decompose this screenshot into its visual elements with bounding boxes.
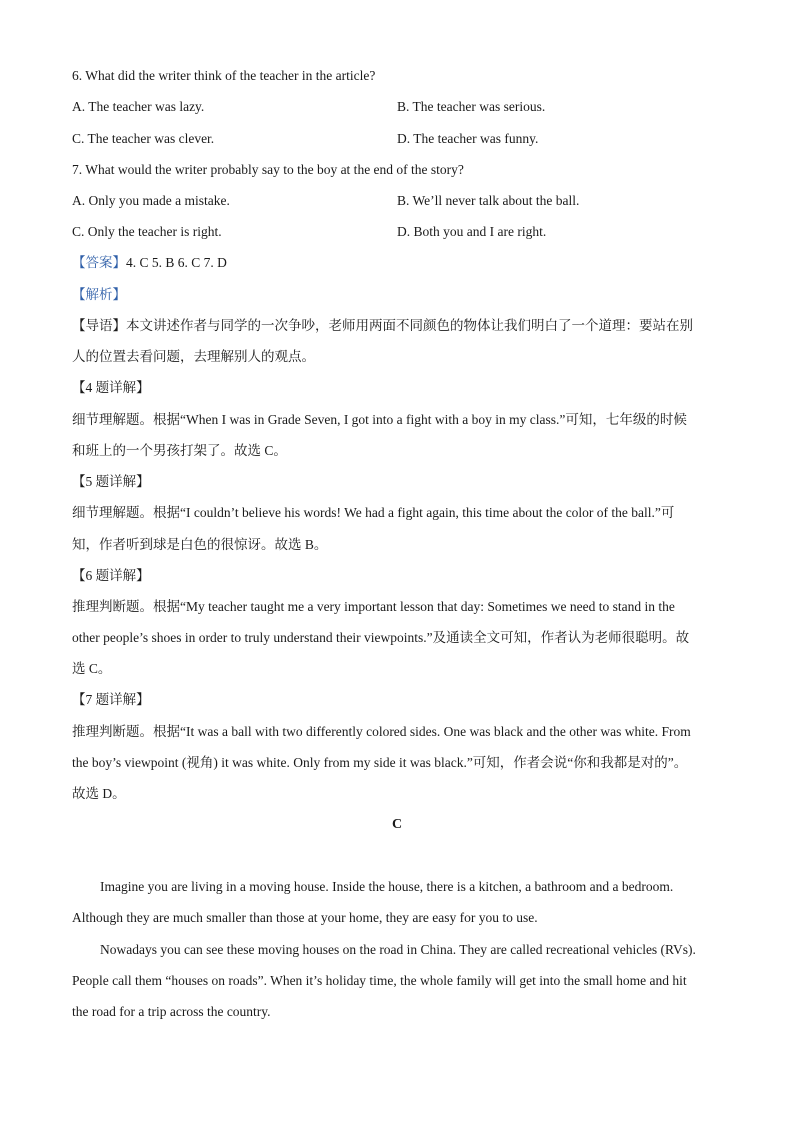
detail-5-line-2: 知，作者听到球是白色的很惊讶。故选 B。 xyxy=(72,537,328,552)
guide-label: 【导语】 xyxy=(72,318,126,333)
question-stem: 6. What did the writer think of the teacher in the article? xyxy=(72,68,376,83)
section-heading: C xyxy=(391,817,403,832)
guide-line-1 xyxy=(72,316,693,336)
detail-4-line-2: 和班上的一个男孩打架了。故选 C。 xyxy=(72,443,287,458)
detail-6-line-1: 推理判断题。根据“My teacher taught me a very important lesson that day: Sometimes we need to stand in the xyxy=(72,599,675,614)
detail-6-line-2: other people’s shoes in order to truly understand their viewpoints.”及通读全文可知，作者认为老师很聪明。故 xyxy=(72,630,690,645)
option-a: A. Only you made a mistake. xyxy=(72,193,230,208)
option-d: D. The teacher was funny. xyxy=(397,131,539,146)
option-b: B. We’ll never talk about the ball. xyxy=(397,193,580,208)
paragraph-2-line-2: People call them “houses on roads”. When it’s holiday time, the whole family will get into the small home and hit xyxy=(72,973,687,988)
option-b: B. The teacher was serious. xyxy=(397,99,546,114)
option-c: C. Only the teacher is right. xyxy=(72,224,222,239)
option-a: A. The teacher was lazy. xyxy=(72,99,205,114)
detail-5-line-1: 细节理解题。根据“I couldn’t believe his words! We had a fight again, this time about the color of the ball.”可 xyxy=(72,505,675,520)
analysis-label: 【解析】 xyxy=(72,287,126,302)
answer-line xyxy=(72,253,227,273)
detail-7-line-1: 推理判断题。根据“It was a ball with two differently colored sides. One was black and the other was white. From xyxy=(72,724,691,739)
detail-6-line-3: 选 C。 xyxy=(72,661,112,676)
paragraph-1-line-1: Imagine you are living in a moving house. Inside the house, there is a kitchen, a bathroom and a bedroom. xyxy=(100,879,674,894)
question-stem: 7. What would the writer probably say to the boy at the end of the story? xyxy=(72,162,464,177)
paragraph-2-line-3: the road for a trip across the country. xyxy=(72,1004,271,1019)
guide-text: 本文讲述作者与同学的一次争吵，老师用两面不同颜色的物体让我们明白了一个道理：要站在别 xyxy=(126,318,693,333)
detail-6-label: 【6 题详解】 xyxy=(72,568,150,583)
paragraph-1-line-2: Although they are much smaller than those at your home, they are easy for you to use. xyxy=(72,910,538,925)
option-d: D. Both you and I are right. xyxy=(397,224,547,239)
answer-text: 4. C 5. B 6. C 7. D xyxy=(126,255,227,270)
guide-line-2: 人的位置去看问题，去理解别人的观点。 xyxy=(72,349,315,364)
detail-4-label: 【4 题详解】 xyxy=(72,380,150,395)
detail-7-line-3: 故选 D。 xyxy=(72,786,126,801)
option-c: C. The teacher was clever. xyxy=(72,131,215,146)
detail-5-label: 【5 题详解】 xyxy=(72,474,150,489)
detail-7-label: 【7 题详解】 xyxy=(72,692,150,707)
answer-label: 【答案】 xyxy=(72,255,126,270)
paragraph-2-line-1: Nowadays you can see these moving houses on the road in China. They are called recreational vehicles (RVs). xyxy=(100,942,696,957)
detail-7-line-2: the boy’s viewpoint (视角) it was white. Only from my side it was black.”可知，作者会说“你和我都是对的”。 xyxy=(72,755,688,770)
detail-4-line-1: 细节理解题。根据“When I was in Grade Seven, I got into a fight with a boy in my class.”可知，七年级的时候 xyxy=(72,412,687,427)
